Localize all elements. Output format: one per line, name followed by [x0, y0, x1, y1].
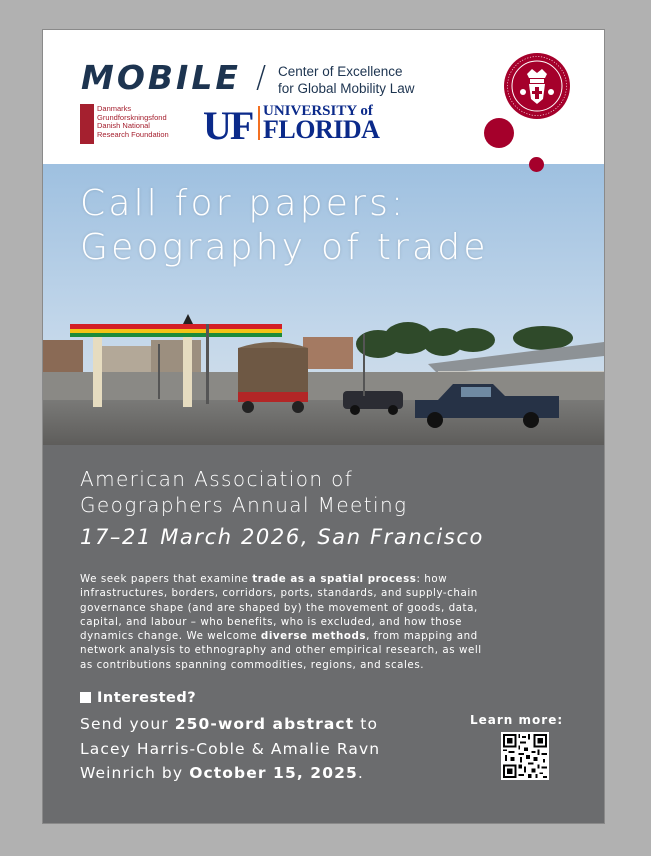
decorative-dot-large: [484, 118, 514, 148]
decorative-dot-small: [529, 157, 544, 172]
send-text: .: [357, 764, 364, 782]
conference-name-line-1: American Association of: [80, 467, 354, 491]
interested-heading: [80, 690, 196, 706]
center-of-excellence-text: [278, 63, 415, 97]
coe-line-1: Center of Excellence: [278, 64, 403, 79]
send-text: Send your: [80, 715, 175, 733]
desc-text: : how infrastructures, borders, corridors, ports, standards, and supply-chain governance shape (and are shaped by) the movement of goods, data, capital, and labour – who benefits, who is excluded, and how those dynamics change. We welcome: [80, 573, 478, 643]
uf-university-text: UNIVERSITY of: [263, 103, 373, 119]
send-line-3: [80, 761, 380, 786]
conference-name-line-2: Geographers Annual Meeting: [80, 493, 408, 517]
logo-slash: /: [256, 60, 267, 95]
mobile-logo-text: MOBILE: [81, 58, 241, 97]
learn-more-label: Learn more:: [470, 713, 564, 727]
abstract-length: 250-word abstract: [174, 715, 355, 733]
conference-date: 17–21 March 2026, San Francisco: [80, 525, 484, 549]
dg-logo-text: [97, 105, 169, 139]
title-line-2: Geography of trade: [80, 227, 489, 268]
dg-line: Danish National: [97, 121, 150, 131]
desc-text: We seek papers that examine: [80, 573, 253, 585]
conference-name: [80, 466, 407, 518]
qr-code-icon[interactable]: [501, 732, 549, 780]
info-section: [43, 445, 604, 823]
desc-emphasis: diverse methods: [260, 630, 367, 643]
send-line-1: [80, 712, 380, 737]
uf-florida-text: FLORIDA: [263, 115, 380, 144]
description-paragraph: [80, 572, 490, 672]
desc-text: , from mapping and network analysis to ethnography and other empirical research, as well as contributions spanning commodities, regions, and scales.: [80, 630, 482, 671]
coe-line-2: for Global Mobility Law: [278, 81, 415, 96]
dg-line: Danmarks: [97, 104, 132, 113]
dg-logo-icon: [80, 104, 94, 144]
submission-instructions: [80, 712, 380, 786]
deadline: October 15, 2025: [189, 764, 358, 782]
university-seal-icon: [503, 52, 571, 120]
header: [43, 30, 604, 164]
uf-letters: UF: [203, 103, 253, 148]
send-text: Weinrich by: [80, 764, 190, 782]
dg-line: Grundforskningsfond: [97, 112, 167, 122]
poster: [43, 30, 604, 823]
send-text: to: [354, 715, 379, 733]
square-bullet-icon: [80, 692, 91, 703]
dg-line: Research Foundation: [97, 129, 169, 139]
call-for-papers-title: [80, 182, 489, 270]
title-line-1: Call for papers:: [80, 183, 407, 224]
contact-names: Lacey Harris-Coble & Amalie Ravn: [80, 739, 381, 758]
interested-label: Interested?: [97, 690, 197, 706]
uf-divider: [258, 106, 260, 140]
desc-emphasis: trade as a spatial process: [252, 573, 417, 585]
